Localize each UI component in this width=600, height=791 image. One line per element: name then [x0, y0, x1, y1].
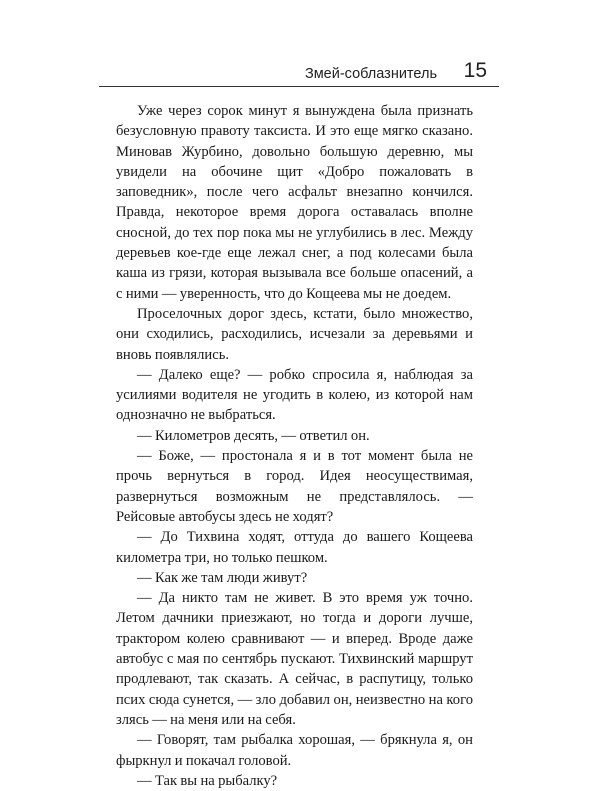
running-header [99, 58, 499, 87]
dialogue-line: — Как же там люди живут? [137, 569, 308, 586]
dialogue-line: — Километров десять, — ответил он. [137, 427, 370, 444]
paragraph: Проселочных дорог здесь, кстати, было множество, они сходились, расходились, исчезали за деревьями и вновь появлялись. [116, 305, 473, 363]
page-number: 15 [463, 59, 487, 82]
dialogue-line: — Да никто там не живет. В это время уж точно. Летом дачники приезжают, но тогда и дороги лучше, трактором колею сравнивают — и вперед. Вроде даже автобус с мая по сентябрь пускают. Тихвинский маршрут продлевают, так сказать. А сейчас, в распутицу, только псих сюда сунется, — зло добавил он, неизвестно на кого злясь — на меня или на себя. [116, 590, 473, 728]
dialogue-line: — Так вы на рыбалку? [137, 772, 278, 789]
dialogue-line: — Далеко еще? — робко спросила я, наблюдая за усилиями водителя не угодить в колею, из которой нам однозначно не выбраться. [116, 366, 473, 424]
dialogue-line: — Боже, — простонала я и в тот момент была не прочь вернуться в город. Идея неосуществимая, развернуться возможным не представлялось. — Рейсовые автобусы здесь не ходят? [116, 448, 473, 525]
running-title: Змей-соблазнитель [304, 66, 437, 82]
paragraph: Уже через сорок минут я вынуждена была признать безусловную правоту таксиста. И это еще мягко сказано. Миновав Журбино, довольно большую деревню, мы увидели на обочине щит «Добро пожаловать в заповедник», после чего асфальт внезапно кончился. Правда, некоторое время дорога оставалась вполне сносной, до тех пор пока мы не углубились в лес. Между деревьев кое-где еще лежал снег, а под колесами была каша из грязи, которая вызывала все больше опасений, а с ними — уверенность, что до Кощеева мы не доедем. [116, 103, 473, 302]
body-text [116, 101, 473, 791]
dialogue-line: — Говорят, там рыбалка хорошая, — брякнула я, он фыркнул и покачал головой. [116, 732, 473, 769]
dialogue-line: — До Тихвина ходят, оттуда до вашего Кощеева километра три, но только пешком. [116, 529, 473, 566]
